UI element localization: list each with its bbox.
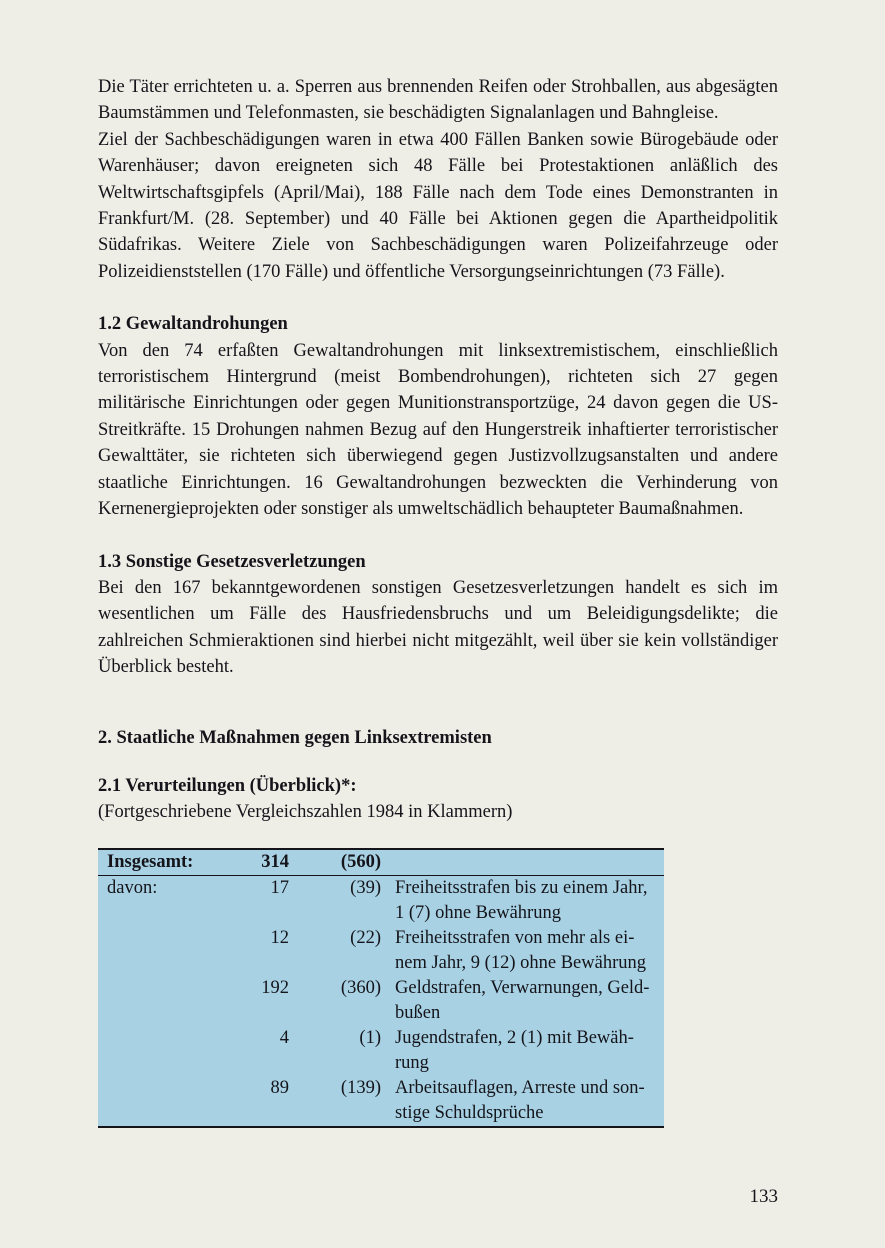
section-heading-1-2: 1.2 Gewaltandrohungen <box>98 314 288 335</box>
row-desc <box>395 1076 664 1126</box>
table-row <box>98 976 664 1026</box>
row-compare: (360) <box>340 977 381 998</box>
spacer <box>98 285 778 311</box>
davon-label: davon: <box>107 877 158 898</box>
table-row <box>98 1026 664 1076</box>
verurteilungen-table <box>98 848 664 1128</box>
row-value: 12 <box>270 927 289 948</box>
total-compare: (560) <box>340 851 381 872</box>
spacer <box>98 751 778 773</box>
section-heading-1-3: 1.3 Sonstige Gesetzesverletzungen <box>98 551 366 572</box>
paragraph-intro-2: Ziel der Sachbeschädigungen waren in etwa 400 Fällen Banken sowie Bürogebäude oder Warenhäuser; davon ereigneten sich 48 Fälle bei Protestaktionen anläßlich des Weltwirtschaftsgipfels (April/Mai), 188 Fälle nach dem Tode eines Demonstranten in Frankfurt/M. (28. September) und 40 Fälle bei Aktionen gegen die Apartheidpolitik Südafrikas. Weitere Ziele von Sachbeschädigungen waren Polizeifahrzeuge oder Polizeidienststellen (170 Fälle) und öffentliche Versorgungseinrichtungen (73 Fälle). <box>98 129 778 282</box>
table-row-total <box>98 850 664 875</box>
table-row <box>98 926 664 976</box>
row-desc-line: bußen <box>395 1002 441 1023</box>
page-number: 133 <box>749 1186 778 1207</box>
row-desc-line: Geldstrafen, Verwarnungen, Geld- <box>395 977 650 998</box>
row-compare: (22) <box>350 927 381 948</box>
table-subnote: (Fortgeschriebene Vergleichszahlen 1984 in Klammern) <box>98 802 513 823</box>
row-desc-line: 1 (7) ohne Bewährung <box>395 902 561 923</box>
row-desc <box>395 976 664 1026</box>
row-label-empty <box>98 1076 215 1126</box>
row-desc-line: Freiheitsstrafen bis zu einem Jahr, <box>395 877 648 898</box>
total-value: 314 <box>261 851 289 872</box>
row-value: 89 <box>270 1077 289 1098</box>
paragraph-section-1-2: Von den 74 erfaßten Gewaltandrohungen mit linksextremistischem, einschließlich terroristischem Hintergrund (meist Bombendrohungen), richteten sich 27 gegen militärische Einrichtungen oder gegen Munitionstransportzüge, 24 davon gegen die US-Streitkräfte. 15 Drohungen nahmen Bezug auf den Hungerstreik inhaftierter terroristischer Gewalttäter, sie richteten sich überwiegend gegen Justizvollzugsanstalten und andere staatliche Einrichtungen. 16 Gewaltandrohungen bezweckten die Verhinderung von Kernenergieprojekten oder sonstiger als umweltschädlich behaupteter Baumaßnahmen. <box>98 340 778 520</box>
row-desc-line: Arbeitsauflagen, Arreste und son- <box>395 1077 645 1098</box>
row-desc <box>395 875 664 926</box>
total-desc <box>395 850 664 875</box>
row-label-empty <box>98 1026 215 1076</box>
row-desc-line: rung <box>395 1052 429 1073</box>
table-row <box>98 875 664 926</box>
total-label: Insgesamt: <box>107 851 194 872</box>
row-compare: (1) <box>359 1027 381 1048</box>
section-heading-2-1: 2.1 Verurteilungen (Überblick)*: <box>98 775 357 796</box>
row-desc-line: Freiheitsstrafen von mehr als ei- <box>395 927 635 948</box>
row-label-empty <box>98 976 215 1026</box>
row-label-empty <box>98 926 215 976</box>
spacer <box>98 523 778 549</box>
row-compare: (39) <box>350 877 381 898</box>
row-value: 192 <box>261 977 289 998</box>
paragraph-intro-1: Die Täter errichteten u. a. Sperren aus brennenden Reifen oder Strohballen, aus abgesägten Baumstämmen und Telefonmasten, sie beschädigten Signalanlagen und Bahngleise. <box>98 77 778 124</box>
row-desc <box>395 926 664 976</box>
page-content <box>98 74 778 1128</box>
table-row <box>98 1076 664 1126</box>
paragraph-section-1-3: Bei den 167 bekanntgewordenen sonstigen Gesetzesverletzungen handelt es sich im wesentlichen um Fälle des Hausfriedensbruchs und um Beleidigungsdelikte; die zahlreichen Schmieraktionen sind hierbei nicht mitgezählt, weil über sie kein vollständiger Überblick besteht. <box>98 577 778 678</box>
spacer <box>98 681 778 725</box>
row-desc-line: Jugendstrafen, 2 (1) mit Bewäh- <box>395 1027 634 1048</box>
row-compare: (139) <box>340 1077 381 1098</box>
row-desc <box>395 1026 664 1076</box>
row-desc-line: nem Jahr, 9 (12) ohne Bewährung <box>395 952 646 973</box>
row-desc-line: stige Schuldsprüche <box>395 1102 544 1123</box>
row-value: 17 <box>270 877 289 898</box>
row-value: 4 <box>279 1027 289 1048</box>
main-heading-2: 2. Staatliche Maßnahmen gegen Linksextremisten <box>98 727 492 748</box>
